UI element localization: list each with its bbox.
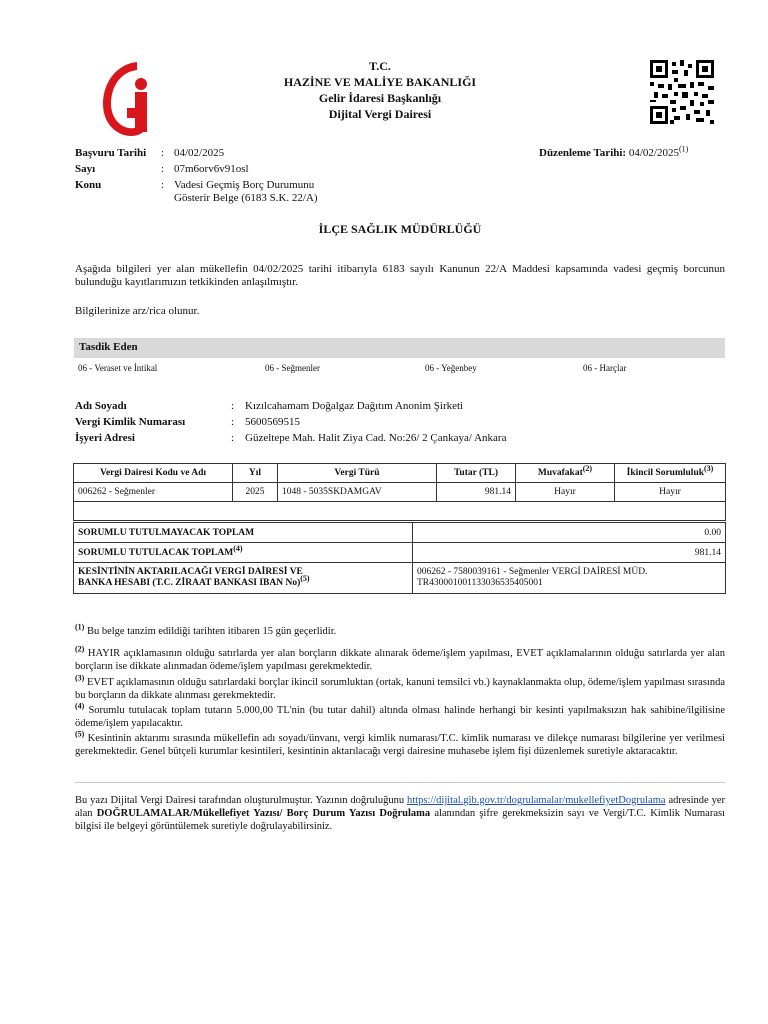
note-1: $^{(1)}$ Bu belge tanzim edildiği tarihten itibaren 15 gün geçerlidir. (75, 622, 337, 637)
tasdik-item: 06 - Yeğenbey (425, 363, 477, 373)
gib-logo (97, 58, 149, 140)
info-adres-label: İşyeri Adresi (75, 432, 135, 444)
note-3: $^{(3)}$ EVET açıklamasının olduğu satırlardaki borçlar ikincil sorumluktan (ortak, kanuni temsilci vb.) kaynaklanmakta olup, ödeme/işlem yapılması sırasında bu borçların da dikkate alınması gerekmektedir. (75, 673, 725, 701)
body-paragraph: Aşağıda bilgileri yer alan mükellefin 04/02/2025 tarihi itibarıyla 6183 sayılı Kanunun 22/A Maddesi kapsamında vadesi geçmiş borcunun bulunduğu kayıtlarımızın tetkikinden anlaşılmıştır. (75, 263, 725, 288)
recipient-title: İLÇE SAĞLIK MÜDÜRLÜĞÜ (318, 222, 482, 236)
meta-duzenleme-value: 04/02/2025 (628, 147, 679, 159)
meta-konu-value-1: Vadesi Geçmiş Borç Durumunu (174, 179, 315, 191)
transfer-account-label-cell: KESİNTİNİN AKTARILACAĞI VERGİ DAİRESİ VE BANKA HESABI (T.C. ZİRAAT BANKASI IBAN No)$^{(5)}$ (74, 563, 413, 594)
verification-path: DOĞRULAMALAR/Mükellefiyet Yazısı/ Borç Durum Yazısı Doğrulama (96, 808, 431, 819)
meta-sayi-value: 07m6orv6v91osl (174, 163, 249, 175)
meta-duzenleme-sup: (1) (678, 144, 689, 154)
col-header: Muvafakat$^{(2)}$ (516, 464, 615, 483)
closing-paragraph: Bilgilerinize arz/rica olunur. (75, 305, 200, 317)
total-unliable-value: 0.00 (413, 523, 726, 543)
meta-basvuru-label: Başvuru Tarihi (75, 147, 147, 159)
col-header: İkincil Sorumluluk$^{(3)}$ (615, 464, 726, 483)
info-vkn-value: 5600569515 (245, 416, 300, 428)
divider (75, 782, 725, 783)
totals-table (73, 522, 726, 594)
cell-yil: 2025 (233, 483, 278, 502)
debt-table-header (74, 464, 726, 483)
qr-code-icon (650, 60, 714, 124)
meta-sayi-label: Sayı (75, 163, 96, 175)
transfer-account-value-cell (413, 563, 726, 594)
transfer-account-label-2: BANKA HESABI (T.C. ZİRAAT BANKASI IBAN No) (78, 578, 301, 588)
meta-basvuru-value: 04/02/2025 (174, 147, 225, 159)
tasdik-item: 06 - Seğmenler (265, 363, 320, 373)
cell-muvafakat: Hayır (516, 483, 615, 502)
col-header: Yıl (233, 464, 278, 483)
transfer-account-value-1: 006262 - 7580039161 - Seğmenler VERGİ DAİRESİ MÜD. (417, 567, 648, 577)
verification-link[interactable]: https://dijital.gib.gov.tr/dogrulamalar/mukellefiyetDogrulama (406, 795, 666, 806)
table-spacer (73, 502, 726, 521)
tasdik-header (74, 338, 725, 358)
meta-konu-value-2: Gösterir Belge (6183 S.K. 22/A) (174, 192, 318, 204)
info-vkn-label: Vergi Kimlik Numarası (75, 416, 186, 428)
header-line-office: Dijital Vergi Dairesi (328, 107, 432, 121)
meta-konu-label: Konu (75, 179, 102, 191)
note-5: $^{(5)}$ Kesintinin aktarımı sırasında mükellefin adı soyadı/ünvanı, vergi kimlik numarası/T.C. kimlik numarası ve dilekçe numarası bilgilerine yer verilmesi gerekmektedir. Genel bütçeli kurumlar kesintileri, kesintinin aktarılacağı vergi dairesine muhasebe işlem fişi düzenlemek suretiyle aktaracaktır. (75, 729, 725, 757)
info-ad-label: Adı Soyadı (75, 400, 127, 412)
tasdik-label: Tasdik Eden (79, 341, 138, 353)
info-ad-value: Kızılcahamam Doğalgaz Dağıtım Anonim Şirketi (245, 400, 464, 412)
meta-duzenleme-row (539, 145, 688, 161)
note-4: $^{(4)}$ Sorumlu tutulacak toplam tutarın 5.000,00 TL'nin (bu tutar dahil) altında olması halinde herhangi bir kesinti yapılmaksızın hak sahibine/ilgilisine ödeme/işlem yapılacaktır. (75, 701, 725, 729)
table-row (74, 563, 726, 594)
header-line-directorate: Gelir İdaresi Başkanlığı (318, 91, 442, 105)
total-liable-value: 981.14 (413, 543, 726, 563)
tasdik-item: 06 - Harçlar (583, 363, 627, 373)
note-2: $^{(2)}$ HAYIR açıklamasının olduğu satırlarda yer alan borçların dikkate alınarak ödeme/işlem yapılması, EVET açıklamalarının olduğu satırlarda yer alan borçların ise dikkate alınmadan ödeme/işlem yapılması gerekmektedir. (75, 644, 725, 672)
debt-table (73, 463, 726, 502)
cell-tutar: 981.14 (437, 483, 516, 502)
transfer-account-label-1: KESİNTİNİN AKTARILACAĞI VERGİ DAİRESİ VE (78, 567, 303, 577)
cell-vergi-turu: 1048 - 5035SKDAMGAV (278, 483, 437, 502)
info-adres-value: Güzeltepe Mah. Halit Ziya Cad. No:26/ 2 Çankaya/ Ankara (245, 432, 507, 444)
header-line-ministry: HAZİNE VE MALİYE BAKANLIĞI (283, 75, 477, 89)
document-header (180, 58, 580, 122)
table-row (74, 543, 726, 563)
verification-footer: Bu yazı Dijital Vergi Dairesi tarafından oluşturulmuştur. Yazının doğruluğunu https://dijital.gib.gov.tr/dogrulamalar/mukellefiyetDogrulama adresinde yer alan DOĞRULAMALAR/Mükellefiyet Yazısı/ Borç Durum Yazısı Doğrulama alanından şifre gerekmeksizin sayı ve Vergi/T.C. Kimlik Numarası bilgisi ile belgeyi görüntülemek suretiyle doğrulayabilirsiniz. (75, 795, 725, 832)
col-header: Tutar (TL) (437, 464, 516, 483)
total-liable-label: SORUMLU TUTULACAK TOPLAM (78, 547, 234, 558)
cell-ikincil: Hayır (615, 483, 726, 502)
meta-duzenleme-label: Düzenleme Tarihi: (539, 147, 627, 159)
total-unliable-label: SORUMLU TUTULMAYACAK TOPLAM (74, 523, 413, 543)
transfer-account-iban: TR430001001133036535405001 (417, 578, 543, 588)
table-row (74, 523, 726, 543)
col-header: Vergi Dairesi Kodu ve Adı (74, 464, 233, 483)
header-line-tc: T.C. (369, 59, 391, 73)
tasdik-item: 06 - Veraset ve İntikal (78, 363, 158, 373)
total-liable-label-cell: SORUMLU TUTULACAK TOPLAM$^{(4)}$ (74, 543, 413, 563)
col-header: Vergi Türü (278, 464, 437, 483)
cell-vergi-dairesi: 006262 - Seğmenler (74, 483, 233, 502)
table-row (74, 483, 726, 502)
